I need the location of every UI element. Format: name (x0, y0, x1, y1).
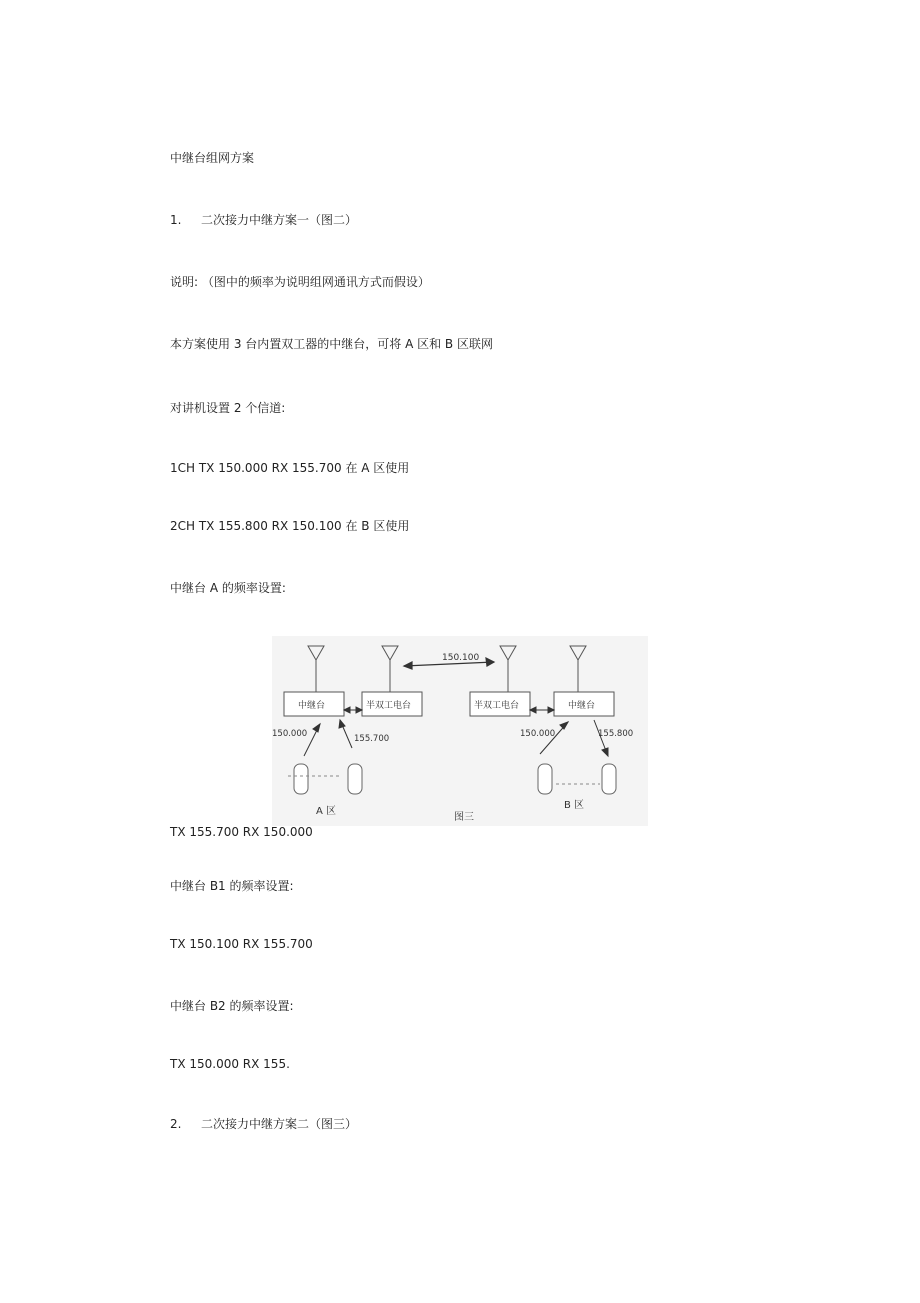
section-2-number: 2. (170, 1117, 182, 1131)
plan-description: 本方案使用 3 台内置双工器的中继台，可将 A 区和 B 区联网 (170, 337, 493, 351)
diagram-background (272, 636, 648, 826)
right-half-duplex-label: 半双工电台 (474, 701, 520, 711)
zone-a-downlink-frequency: 155.700 (354, 734, 390, 744)
radio-setup-line: 对讲机设置 2 个信道: (170, 401, 286, 415)
channel-1-line: 1CH TX 150.000 RX 155.700 在 A 区使用 (170, 461, 410, 475)
zone-a-uplink-frequency: 150.000 (272, 729, 308, 739)
document-title: 中继台组网方案 (170, 151, 255, 165)
section-2-heading (170, 1116, 357, 1132)
repeater-a-values: TX 155.700 RX 150.000 (170, 825, 313, 839)
section-2-text: 二次接力中继方案二（图三） (201, 1117, 358, 1131)
right-repeater-label: 中继台 (568, 701, 596, 711)
repeater-b1-heading: 中继台 B1 的频率设置: (170, 879, 294, 893)
left-repeater-label: 中继台 (298, 701, 326, 711)
radio-icon (294, 764, 308, 794)
radio-icon (602, 764, 616, 794)
zone-b-downlink-frequency: 155.800 (598, 729, 634, 739)
repeater-a-heading: 中继台 A 的频率设置: (170, 581, 286, 595)
zone-b-label: B 区 (564, 800, 585, 811)
note-line: 说明: （图中的频率为说明组网通讯方式而假设） (170, 275, 430, 289)
section-1-number: 1. (170, 213, 182, 227)
repeater-b2-values: TX 150.000 RX 155. (170, 1057, 290, 1071)
zone-b-uplink-frequency: 150.000 (520, 729, 556, 739)
repeater-b1-values: TX 150.100 RX 155.700 (170, 937, 313, 951)
channel-2-line: 2CH TX 155.800 RX 150.100 在 B 区使用 (170, 519, 410, 533)
radio-icon (348, 764, 362, 794)
link-frequency-label: 150.100 (442, 653, 480, 663)
section-1-heading (170, 212, 357, 228)
figure-caption: 图三 (454, 812, 474, 823)
radio-icon (538, 764, 552, 794)
repeater-b2-heading: 中继台 B2 的频率设置: (170, 999, 294, 1013)
section-1-text: 二次接力中继方案一（图二） (201, 213, 358, 227)
left-half-duplex-label: 半双工电台 (366, 701, 412, 711)
zone-a-label: A 区 (316, 806, 337, 817)
network-diagram (272, 636, 648, 826)
